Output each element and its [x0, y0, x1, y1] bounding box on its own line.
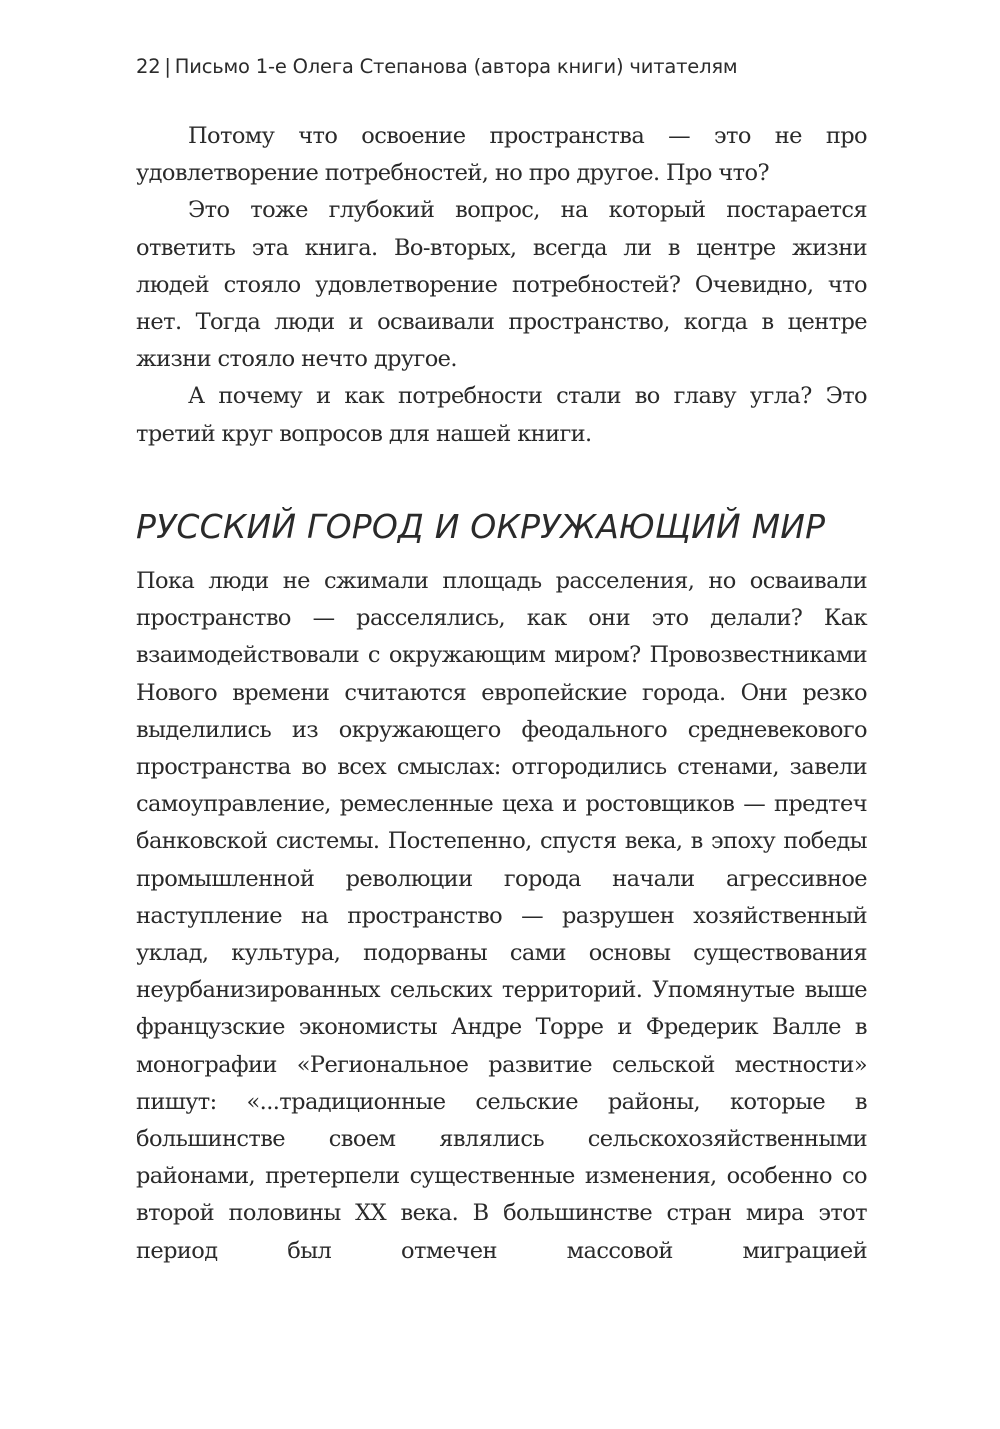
- intro-paragraph-1: Потому что освоение пространства — это не про удовлетворение потребностей, но про другое. Про что?: [136, 123, 867, 187]
- header-separator: |: [164, 55, 171, 78]
- running-header: [136, 54, 876, 80]
- page-number: 22: [136, 55, 161, 78]
- intro-text: [136, 118, 867, 453]
- running-title: Письмо 1-е Олега Степанова (автора книги) читателям: [174, 55, 738, 78]
- section-heading: РУССКИЙ ГОРОД И ОКРУЖАЮЩИЙ МИР: [136, 507, 826, 546]
- section-paragraph: Пока люди не сжимали площадь расселения, но осваивали пространство — расселялись, как они это делали? Как взаимодействовали с окружающим миром? Провозвестниками Нового времени считаются европейские города. Они резко выделились из окружающего феодального средневекового пространства во всех смыслах: отгородились стенами, завели самоуправление, ремесленные цеха и ростовщиков — предтеч банковской системы. Постепенно, спустя века, в эпоху победы промышленной революции города начали агрессивное наступление на пространство — разрушен хозяйственный уклад, культура, подорваны сами основы существования неурбанизированных сельских территорий. Упомянутые выше французские экономисты Андре Торре и Фредерик Валле в монографии «Региональное развитие сельской местности» пишут: «...традиционные сельские районы, которые в большинстве своем являлись сельскохозяйственными районами, претерпели существенные изменения, особенно со второй половины XX века. В большинстве стран мира этот период был отмечен массовой миграцией: [136, 568, 867, 1264]
- intro-paragraph-3: А почему и как потребности стали во главу угла? Это третий круг вопросов для нашей книги.: [136, 383, 867, 447]
- section-body: [136, 563, 867, 1270]
- intro-paragraph-2: Это тоже глубокий вопрос, на который постарается ответить эта книга. Во-вторых, всегда ли в центре жизни людей стояло удовлетворение потребностей? Очевидно, что нет. Тогда люди и осваивали пространство, когда в центре жизни стояло нечто другое.: [136, 197, 867, 373]
